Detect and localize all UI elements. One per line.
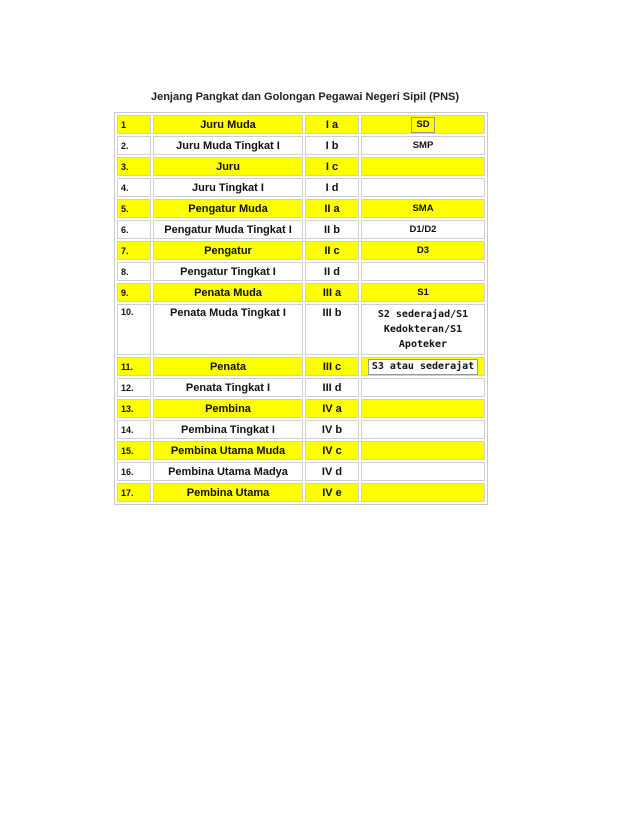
row-number: 3. xyxy=(117,157,151,176)
page-title: Jenjang Pangkat dan Golongan Pegawai Negeri Sipil (PNS) xyxy=(150,91,460,103)
grade: II d xyxy=(305,262,359,281)
row-number: 16. xyxy=(117,462,151,481)
table-row xyxy=(117,157,485,176)
row-number: 14. xyxy=(117,420,151,439)
rank-name: Pembina Utama xyxy=(153,483,303,502)
education: D1/D2 xyxy=(361,220,485,239)
rank-name: Penata xyxy=(153,357,303,376)
table-row xyxy=(117,483,485,502)
grade: III a xyxy=(305,283,359,302)
grade: III b xyxy=(305,304,359,355)
education-line: S2 sederajad/S1 xyxy=(377,309,469,320)
grade: IV b xyxy=(305,420,359,439)
rank-name: Pembina xyxy=(153,399,303,418)
education: S1 xyxy=(361,283,485,302)
rank-name: Pengatur xyxy=(153,241,303,260)
row-number: 11. xyxy=(117,357,151,376)
row-number: 13. xyxy=(117,399,151,418)
rank-name: Pengatur Tingkat I xyxy=(153,262,303,281)
row-number: 2. xyxy=(117,136,151,155)
education xyxy=(361,378,485,397)
rank-name: Juru Muda xyxy=(153,115,303,134)
education xyxy=(361,441,485,460)
rank-name: Pembina Utama Muda xyxy=(153,441,303,460)
table-row xyxy=(117,220,485,239)
rank-name: Penata Muda xyxy=(153,283,303,302)
rank-name: Juru Tingkat I xyxy=(153,178,303,197)
rank-name: Pengatur Muda Tingkat I xyxy=(153,220,303,239)
table-row xyxy=(117,420,485,439)
row-number: 9. xyxy=(117,283,151,302)
education xyxy=(361,462,485,481)
grade: IV a xyxy=(305,399,359,418)
row-number: 15. xyxy=(117,441,151,460)
row-number: 7. xyxy=(117,241,151,260)
rank-name: Pengatur Muda xyxy=(153,199,303,218)
table-row xyxy=(117,462,485,481)
grade: III c xyxy=(305,357,359,376)
education: S3 atau sederajat xyxy=(368,359,478,375)
grade: I c xyxy=(305,157,359,176)
education-cell xyxy=(361,304,485,355)
grade: II a xyxy=(305,199,359,218)
education-line: Apoteker xyxy=(398,339,448,350)
education: D3 xyxy=(361,241,485,260)
grade: IV c xyxy=(305,441,359,460)
grade: IV e xyxy=(305,483,359,502)
education-cell xyxy=(361,357,485,376)
table-row xyxy=(117,199,485,218)
rank-name: Juru xyxy=(153,157,303,176)
education-line: Kedokteran/S1 xyxy=(383,324,463,335)
grade: III d xyxy=(305,378,359,397)
row-number: 17. xyxy=(117,483,151,502)
row-number: 10. xyxy=(117,304,151,355)
education xyxy=(361,262,485,281)
education xyxy=(361,178,485,197)
row-number: 8. xyxy=(117,262,151,281)
education: SD xyxy=(411,117,434,133)
row-number: 5. xyxy=(117,199,151,218)
education-cell xyxy=(361,115,485,134)
education xyxy=(361,399,485,418)
education: SMP xyxy=(361,136,485,155)
table-row xyxy=(117,441,485,460)
education: SMA xyxy=(361,199,485,218)
table-row xyxy=(117,304,485,355)
grade: I a xyxy=(305,115,359,134)
table-row xyxy=(117,357,485,376)
rank-name: Pembina Utama Madya xyxy=(153,462,303,481)
table-row xyxy=(117,399,485,418)
row-number: 1 xyxy=(117,115,151,134)
grade: I d xyxy=(305,178,359,197)
table-row xyxy=(117,178,485,197)
rank-table xyxy=(114,112,488,505)
table-row xyxy=(117,115,485,134)
grade: II c xyxy=(305,241,359,260)
rank-name: Pembina Tingkat I xyxy=(153,420,303,439)
table-row xyxy=(117,262,485,281)
table-row xyxy=(117,378,485,397)
rank-name: Penata Tingkat I xyxy=(153,378,303,397)
education xyxy=(361,483,485,502)
education xyxy=(361,157,485,176)
grade: II b xyxy=(305,220,359,239)
rank-name: Penata Muda Tingkat I xyxy=(153,304,303,355)
row-number: 12. xyxy=(117,378,151,397)
grade: IV d xyxy=(305,462,359,481)
table-row xyxy=(117,283,485,302)
row-number: 6. xyxy=(117,220,151,239)
table-row xyxy=(117,136,485,155)
table-row xyxy=(117,241,485,260)
grade: I b xyxy=(305,136,359,155)
education xyxy=(361,420,485,439)
row-number: 4. xyxy=(117,178,151,197)
rank-name: Juru Muda Tingkat I xyxy=(153,136,303,155)
